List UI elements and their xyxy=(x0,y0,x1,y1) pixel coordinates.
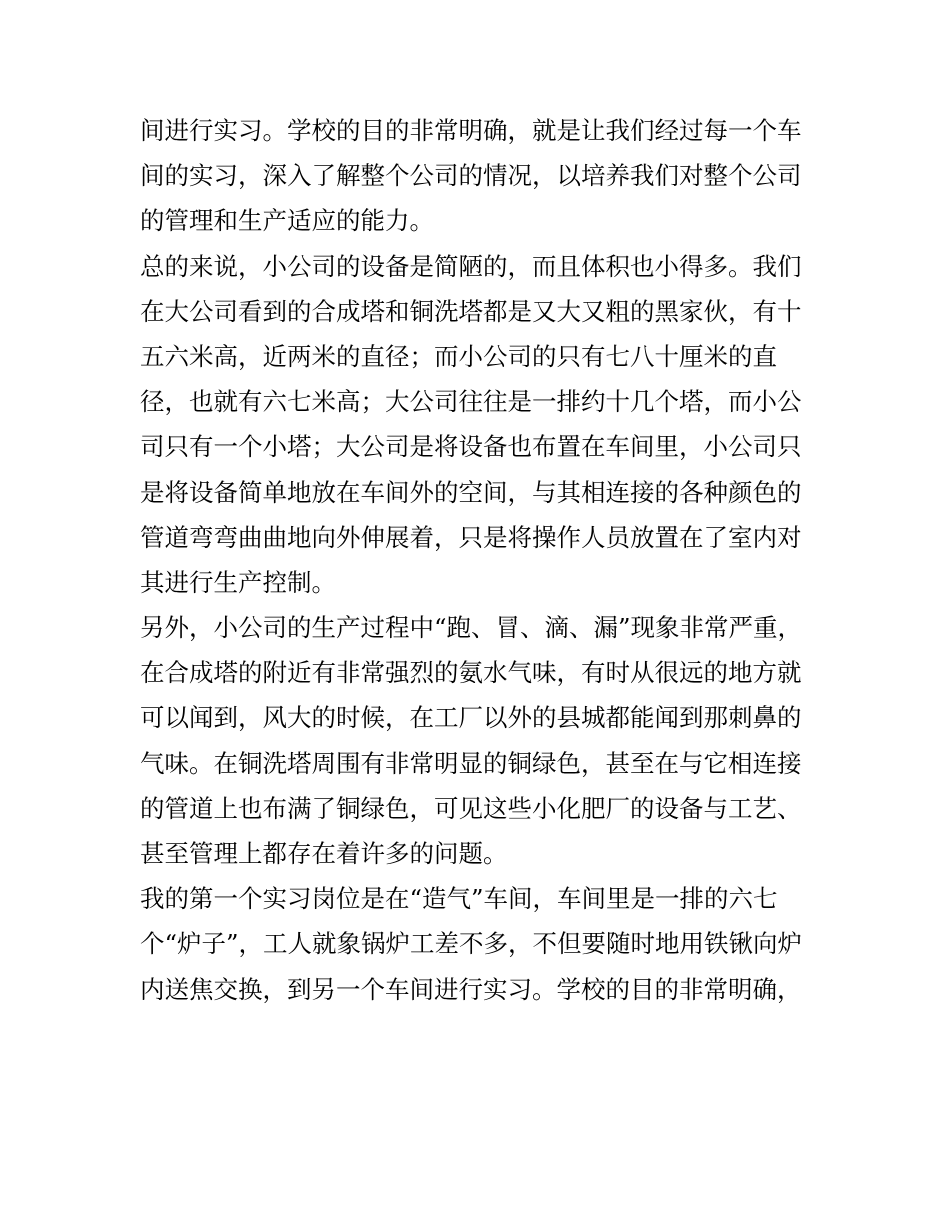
text-line: 气味。在铜洗塔周围有非常明显的铜绿色，甚至在与它相连接 xyxy=(140,748,802,778)
text-line: 的管理和生产适应的能力。 xyxy=(140,206,434,236)
text-line: 个“炉子”，工人就象锅炉工差不多，不但要随时地用铁锹向炉 xyxy=(140,929,803,959)
text-line: 内送焦交换，到另一个车间进行实习。学校的目的非常明确， xyxy=(140,974,802,1004)
text-line: 间进行实习。学校的目的非常明确，就是让我们经过每一个车 xyxy=(140,116,802,145)
text-line: 是将设备简单地放在车间外的空间，与其相连接的各种颜色的 xyxy=(140,477,802,507)
text-line: 我的第一个实习岗位是在“造气”车间，车间里是一排的六七 xyxy=(140,884,778,914)
text-line: 可以闻到，风大的时候，在工厂以外的县城都能闻到那刺鼻的 xyxy=(140,703,802,733)
text-line: 总的来说，小公司的设备是简陋的，而且体积也小得多。我们 xyxy=(140,251,802,281)
text-line: 径，也就有六七米高；大公司往往是一排约十几个塔，而小公 xyxy=(140,387,802,417)
text-line: 另外，小公司的生产过程中“跑、冒、滴、漏”现象非常严重， xyxy=(140,613,803,643)
body-text xyxy=(140,108,820,1012)
text-line: 司只有一个小塔；大公司是将设备也布置在车间里，小公司只 xyxy=(140,432,802,462)
text-line: 间的实习，深入了解整个公司的情况，以培养我们对整个公司 xyxy=(140,161,802,191)
text-line: 在大公司看到的合成塔和铜洗塔都是又大又粗的黑家伙，有十 xyxy=(140,296,802,326)
text-line: 在合成塔的附近有非常强烈的氨水气味，有时从很远的地方就 xyxy=(140,658,802,688)
text-line: 的管道上也布满了铜绿色，可见这些小化肥厂的设备与工艺、 xyxy=(140,793,802,823)
text-line: 甚至管理上都存在着许多的问题。 xyxy=(140,839,508,868)
text-line: 其进行生产控制。 xyxy=(140,567,336,597)
text-line: 管道弯弯曲曲地向外伸展着，只是将操作人员放置在了室内对 xyxy=(140,522,802,552)
text-line: 五六米高，近两米的直径；而小公司的只有七八十厘米的直 xyxy=(140,341,777,371)
